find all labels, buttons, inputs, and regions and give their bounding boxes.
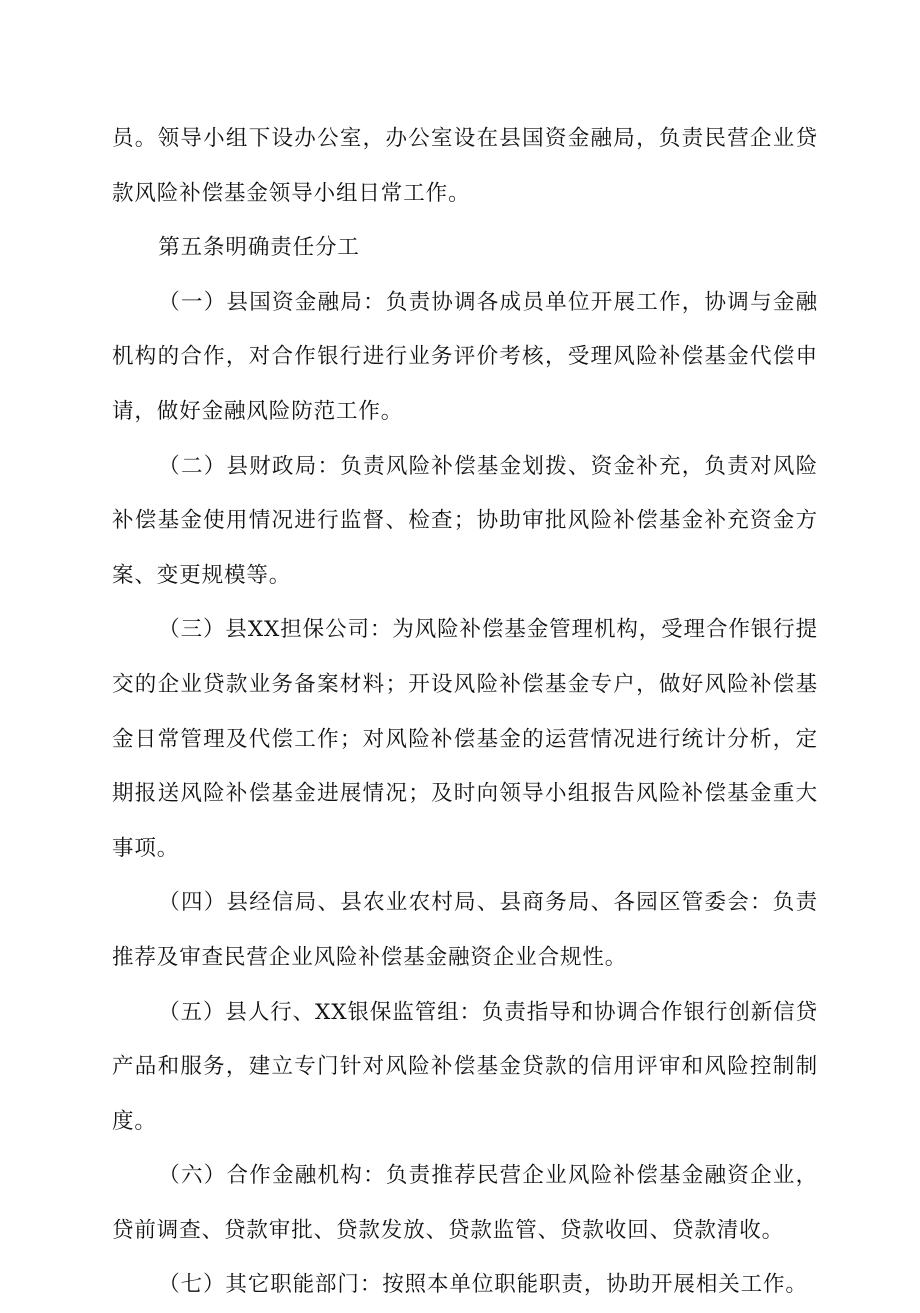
paragraph-continuation: 员。领导小组下设办公室，办公室设在县国资金融局，负责民营企业贷款风险补偿基金领导小组日常工作。 [112,126,818,206]
article-heading: 第五条明确责任分工 [158,235,360,261]
paragraph-item-1: （一）县国资金融局：负责协调各成员单位开展工作，协调与金融机构的合作，对合作银行进行业务评价考核，受理风险补偿基金代偿申请，做好金融风险防范工作。 [112,289,818,424]
paragraph-item-2: （二）县财政局：负责风险补偿基金划拨、资金补充，负责对风险补偿基金使用情况进行监督、检查；协助审批风险补偿基金补充资金方案、变更规模等。 [112,453,818,588]
paragraph-item-4: （四）县经信局、县农业农村局、县商务局、各园区管委会：负责推荐及审查民营企业风险补偿基金融资企业合规性。 [112,890,818,970]
paragraph-item-6: （六）合作金融机构：负责推荐民营企业风险补偿基金融资企业，贷前调查、贷款审批、贷款发放、贷款监管、贷款收回、贷款清收。 [112,1163,818,1243]
paragraph-item-7: （七）其它职能部门：按照本单位职能职责，协助开展相关工作。 [158,1272,808,1298]
document-body [112,112,818,1313]
paragraph-item-3: （三）县XX担保公司：为风险补偿基金管理机构，受理合作银行提交的企业贷款业务备案材料；开设风险补偿基金专户，做好风险补偿基金日常管理及代偿工作；对风险补偿基金的运营情况进行统计分析，定期报送风险补偿基金进展情况；及时向领导小组报告风险补偿基金重大事项。 [112,617,818,861]
paragraph-item-5: （五）县人行、XX银保监管组：负责指导和协调合作银行创新信贷产品和服务，建立专门针对风险补偿基金贷款的信用评审和风险控制制度。 [112,999,818,1134]
